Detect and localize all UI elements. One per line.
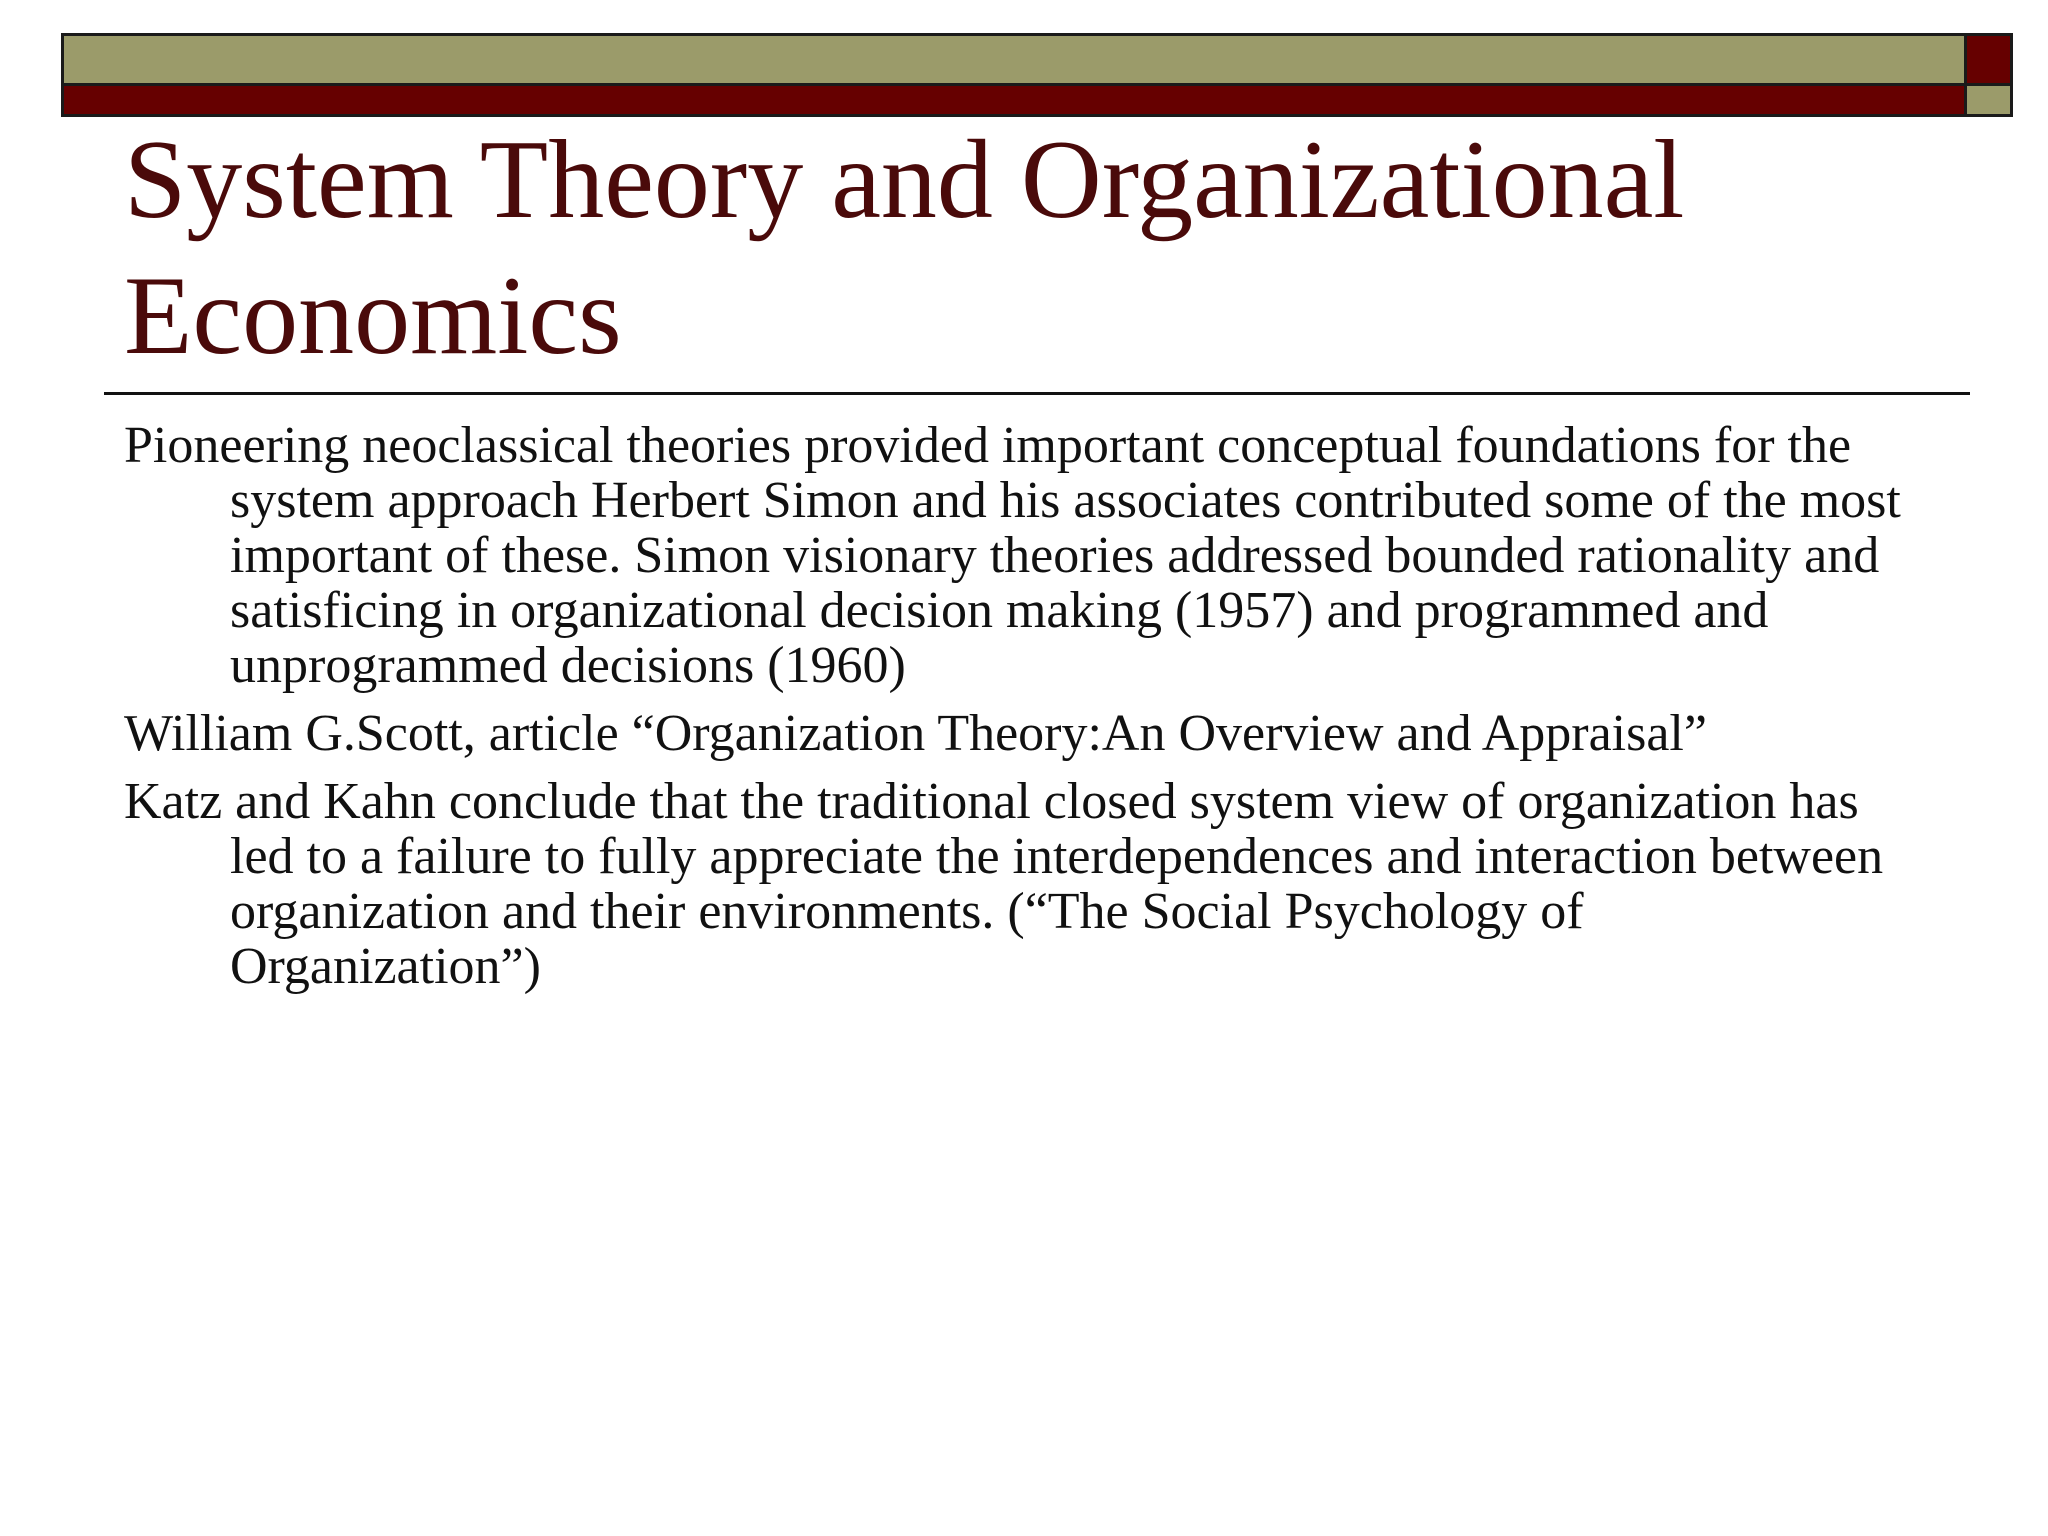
corner-block-olive (1964, 86, 2010, 114)
corner-block-maroon (1964, 36, 2010, 86)
bullet-item: Pioneering neoclassical theories provided important conceptual foundations for the system approach Herbert Simon and his associates contributed some of the most important of these. Simon visionary theories addressed bounded rationality and satisficing in organizational decision making (1957) and programmed and unprogrammed decisions (1960) (124, 417, 1901, 694)
bullet-item: William G.Scott, article “Organization Theory:An Overview and Appraisal” (124, 705, 1707, 762)
maroon-stripe (64, 86, 1964, 114)
header-band (61, 33, 2013, 117)
bullet-list (124, 418, 1904, 1007)
slide-title: System Theory and Organizational Economics (124, 118, 1685, 378)
bullet-item: Katz and Kahn conclude that the traditional closed system view of organization has led to a failure to fully appreciate the interdependences and interaction between organization and their environments. (“The Social Psychology of Organization”) (124, 773, 1884, 995)
olive-stripe (64, 36, 1964, 86)
title-divider (104, 392, 1970, 395)
